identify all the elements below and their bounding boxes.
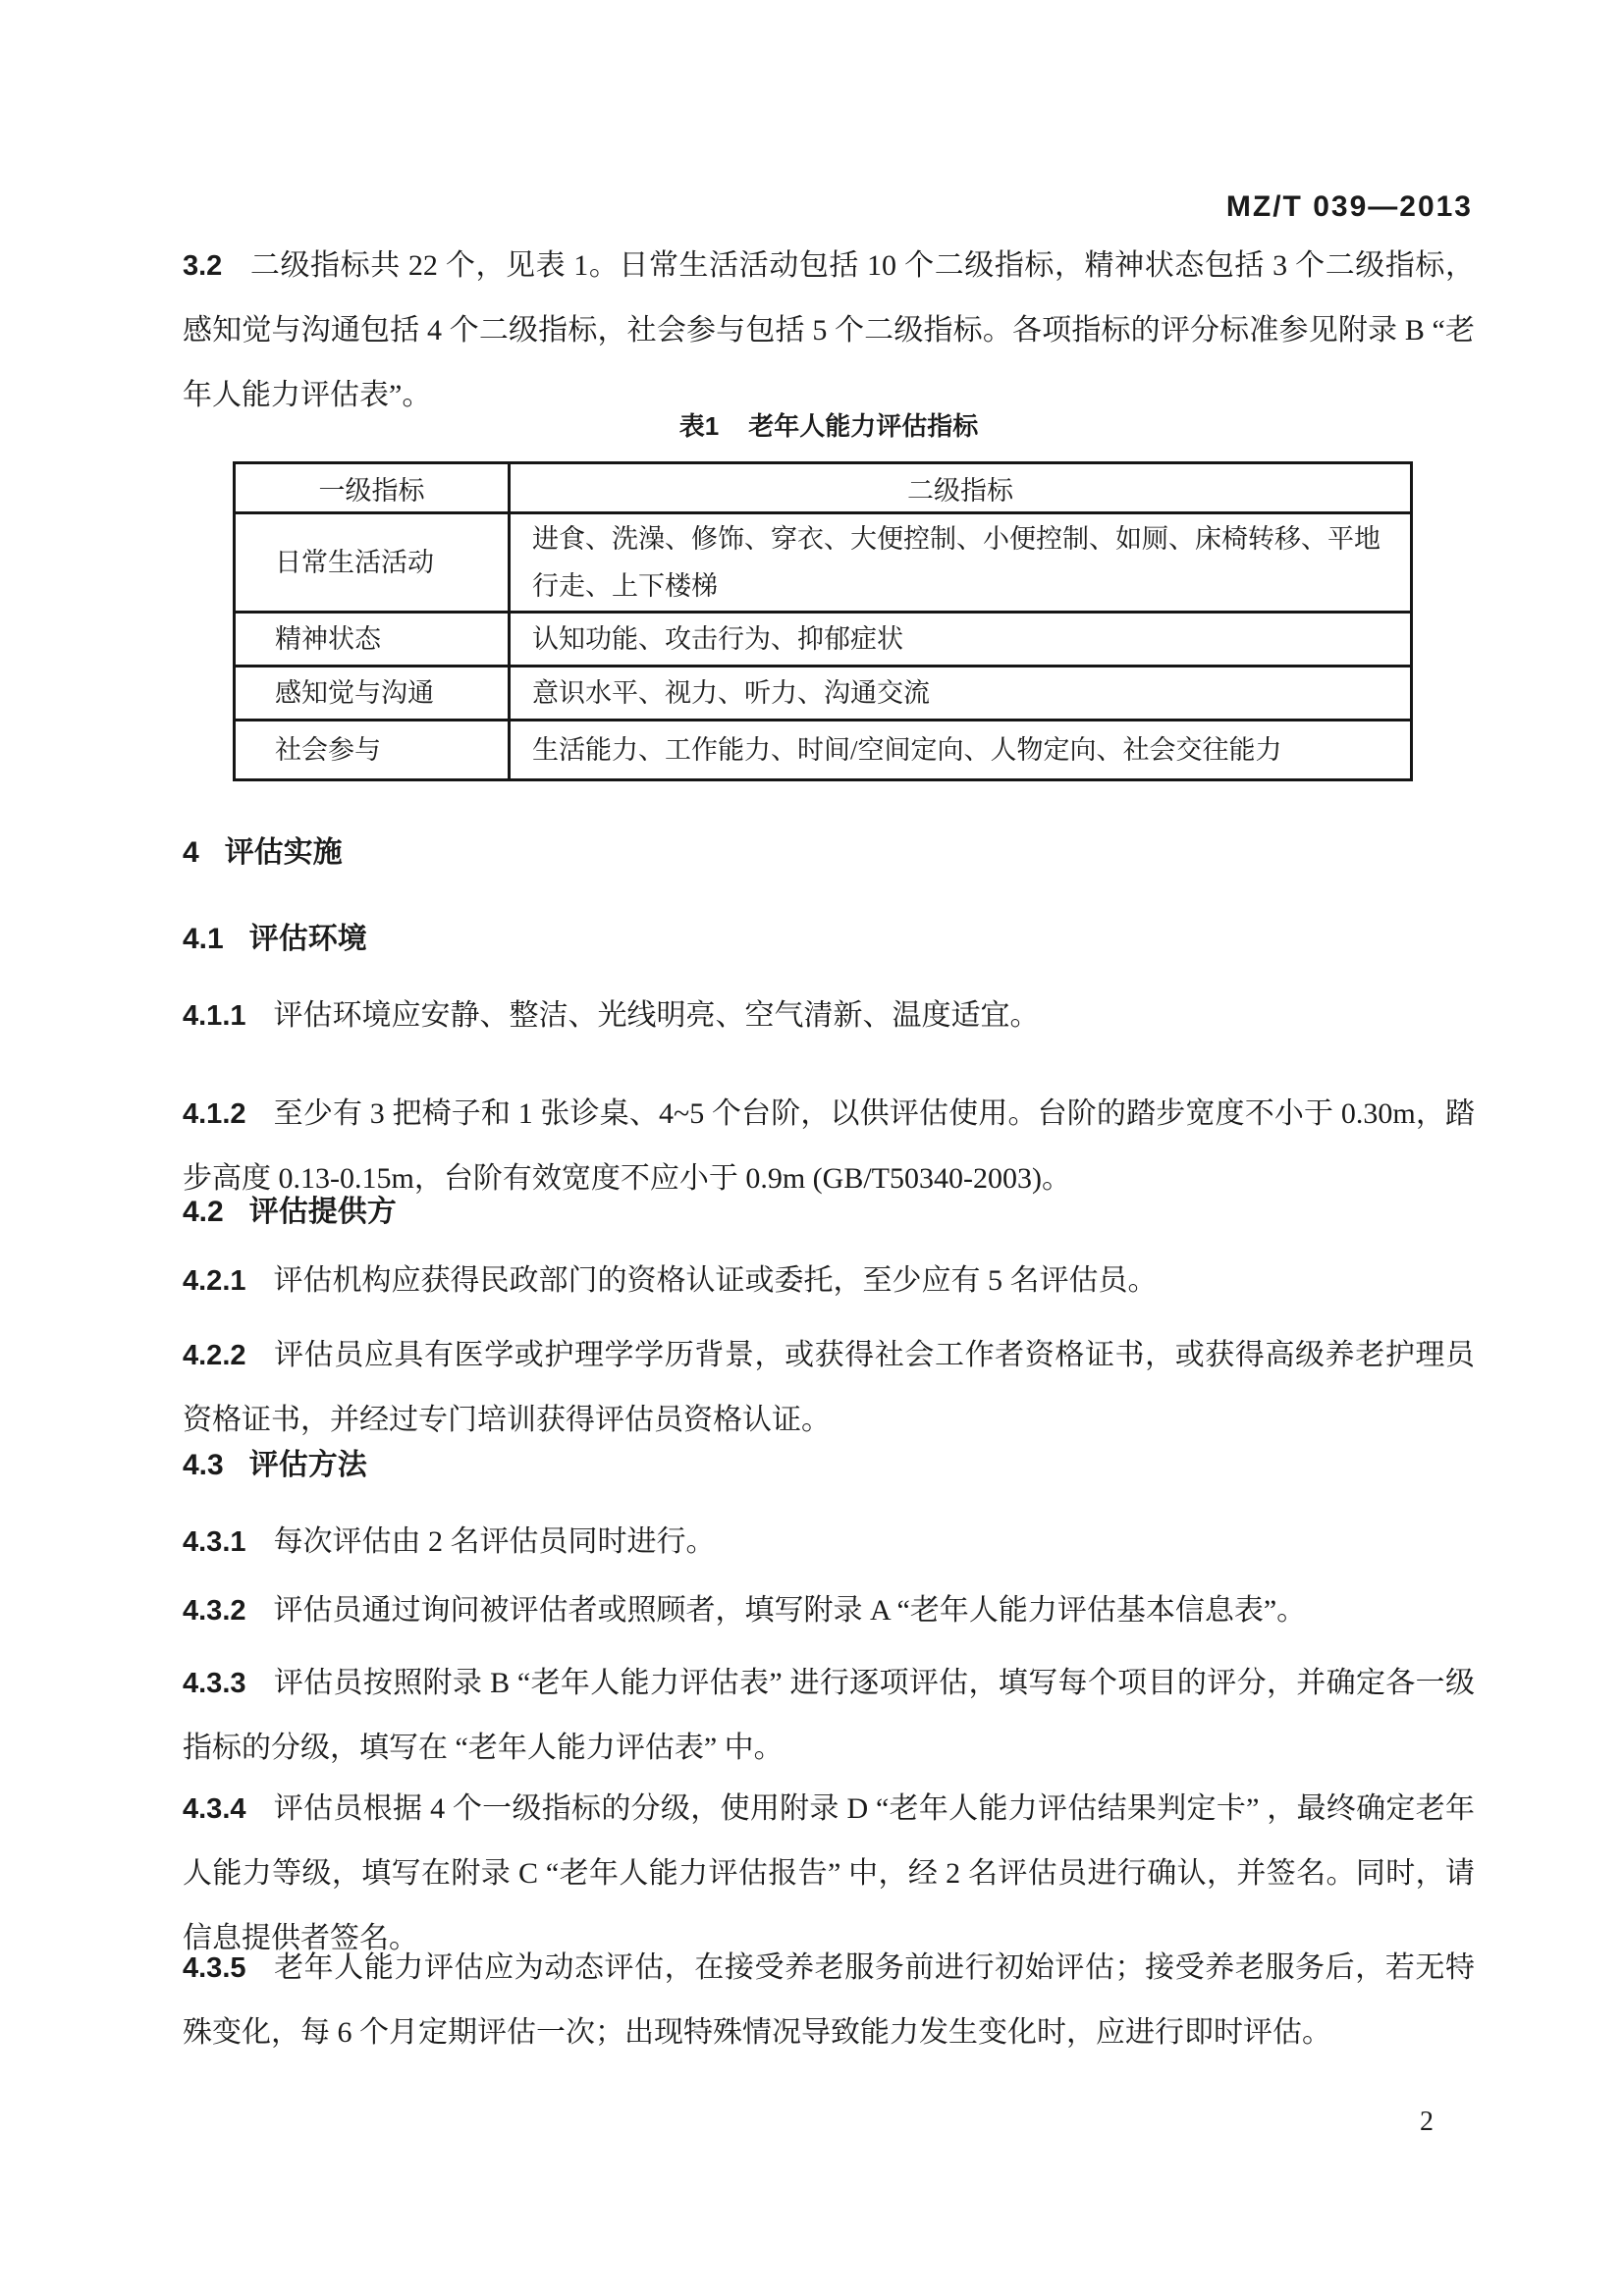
clause-number: 4.3.2	[183, 1595, 246, 1627]
page-number: 2	[1420, 2107, 1434, 2137]
table-cell: 精神状态	[235, 613, 510, 667]
table-cell: 感知觉与沟通	[235, 667, 510, 721]
clause-4-3-1	[183, 1510, 1475, 1575]
clause-4-2-1	[183, 1249, 1475, 1313]
clause-text: 评估员通过询问被评估者或照顾者，填写附录 A “老年人能力评估基本信息表”。	[273, 1594, 1307, 1627]
table-row	[235, 613, 1412, 667]
clause-text: 至少有 3 把椅子和 1 张诊桌、4~5 个台阶，以供评估使用。台阶的踏步宽度不小于 0.30m，踏步高度 0.13-0.15m，台阶有效宽度不应小于 0.9m (GB/T50340-2003)。	[183, 1097, 1475, 1195]
clause-number: 4.1.1	[183, 1000, 246, 1032]
section-number: 4.2	[183, 1196, 224, 1228]
col-header-secondary-indicator: 二级指标	[510, 463, 1412, 513]
clause-text: 老年人能力评估应为动态评估，在接受养老服务前进行初始评估；接受养老服务后，若无特殊变化，每 6 个月定期评估一次；出现特殊情况导致能力发生变化时，应进行即时评估。	[183, 1951, 1475, 2049]
table-row	[235, 513, 1412, 613]
table-cell: 社会参与	[235, 721, 510, 780]
section-heading-4-3	[183, 1443, 1475, 1488]
section-number: 4.1	[183, 923, 224, 955]
table-cell: 生活能力、工作能力、时间/空间定向、人物定向、社会交往能力	[510, 721, 1412, 780]
table-row	[235, 667, 1412, 721]
section-title: 评估方法	[248, 1449, 367, 1481]
section-title: 评估提供方	[248, 1196, 397, 1228]
indicator-table	[233, 461, 1413, 781]
clause-number: 4.2.1	[183, 1265, 246, 1297]
clause-text: 每次评估由 2 名评估员同时进行。	[273, 1525, 716, 1558]
clause-3-2	[183, 234, 1475, 428]
clause-number: 3.2	[183, 250, 223, 282]
section-heading-4-2	[183, 1190, 1475, 1235]
section-title: 评估环境	[248, 923, 367, 955]
clause-text: 评估员按照附录 B “老年人能力评估表” 进行逐项评估，填写每个项目的评分，并确定各一级指标的分级，填写在 “老年人能力评估表” 中。	[183, 1667, 1475, 1764]
clause-number: 4.3.3	[183, 1668, 246, 1699]
table-cell: 认知功能、攻击行为、抑郁症状	[510, 613, 1412, 667]
table-cell: 日常生活活动	[235, 513, 510, 613]
clause-4-3-2	[183, 1578, 1475, 1643]
clause-text: 评估员应具有医学或护理学学历背景，或获得社会工作者资格证书，或获得高级养老护理员资格证书，并经过专门培训获得评估员资格认证。	[183, 1339, 1475, 1436]
clause-text: 评估机构应获得民政部门的资格认证或委托，至少应有 5 名评估员。	[273, 1264, 1158, 1297]
clause-number: 4.3.1	[183, 1526, 246, 1558]
clause-4-2-2	[183, 1323, 1475, 1453]
clause-4-3-3	[183, 1651, 1475, 1781]
col-header-primary-indicator: 一级指标	[235, 463, 510, 513]
table-cell: 进食、洗澡、修饰、穿衣、大便控制、小便控制、如厕、床椅转移、平地行走、上下楼梯	[510, 513, 1412, 613]
clause-text: 评估环境应安静、整洁、光线明亮、空气清新、温度适宜。	[273, 999, 1040, 1032]
table-header-row	[235, 463, 1412, 513]
clause-number: 4.3.5	[183, 1952, 246, 1984]
clause-number: 4.1.2	[183, 1098, 246, 1130]
table-caption	[183, 406, 1475, 443]
section-number: 4	[183, 836, 199, 869]
clause-number: 4.3.4	[183, 1793, 246, 1825]
doc-number: MZ/T 039—2013	[1225, 190, 1473, 223]
table-caption-title: 老年人能力评估指标	[748, 411, 979, 441]
clause-4-3-5	[183, 1936, 1475, 2065]
clause-text: 评估员根据 4 个一级指标的分级，使用附录 D “老年人能力评估结果判定卡” ，最终确定老年人能力等级，填写在附录 C “老年人能力评估报告” 中，经 2 名评估员进行确认，并签名。同时，请信息提供者签名。	[183, 1792, 1475, 1954]
section-heading-4-1	[183, 917, 1475, 962]
table-caption-label: 表1	[678, 411, 720, 441]
clause-number: 4.2.2	[183, 1340, 246, 1371]
section-number: 4.3	[183, 1449, 224, 1481]
clause-4-1-1	[183, 984, 1475, 1048]
clause-text: 二级指标共 22 个，见表 1。日常生活活动包括 10 个二级指标，精神状态包括 3 个二级指标，感知觉与沟通包括 4 个二级指标，社会参与包括 5 个二级指标。各项指标的评分标准参见附录 B “老年人能力评估表”。	[183, 249, 1475, 411]
section-title: 评估实施	[224, 836, 343, 869]
section-heading-4	[183, 830, 1475, 876]
table-cell: 意识水平、视力、听力、沟通交流	[510, 667, 1412, 721]
table-row	[235, 721, 1412, 780]
